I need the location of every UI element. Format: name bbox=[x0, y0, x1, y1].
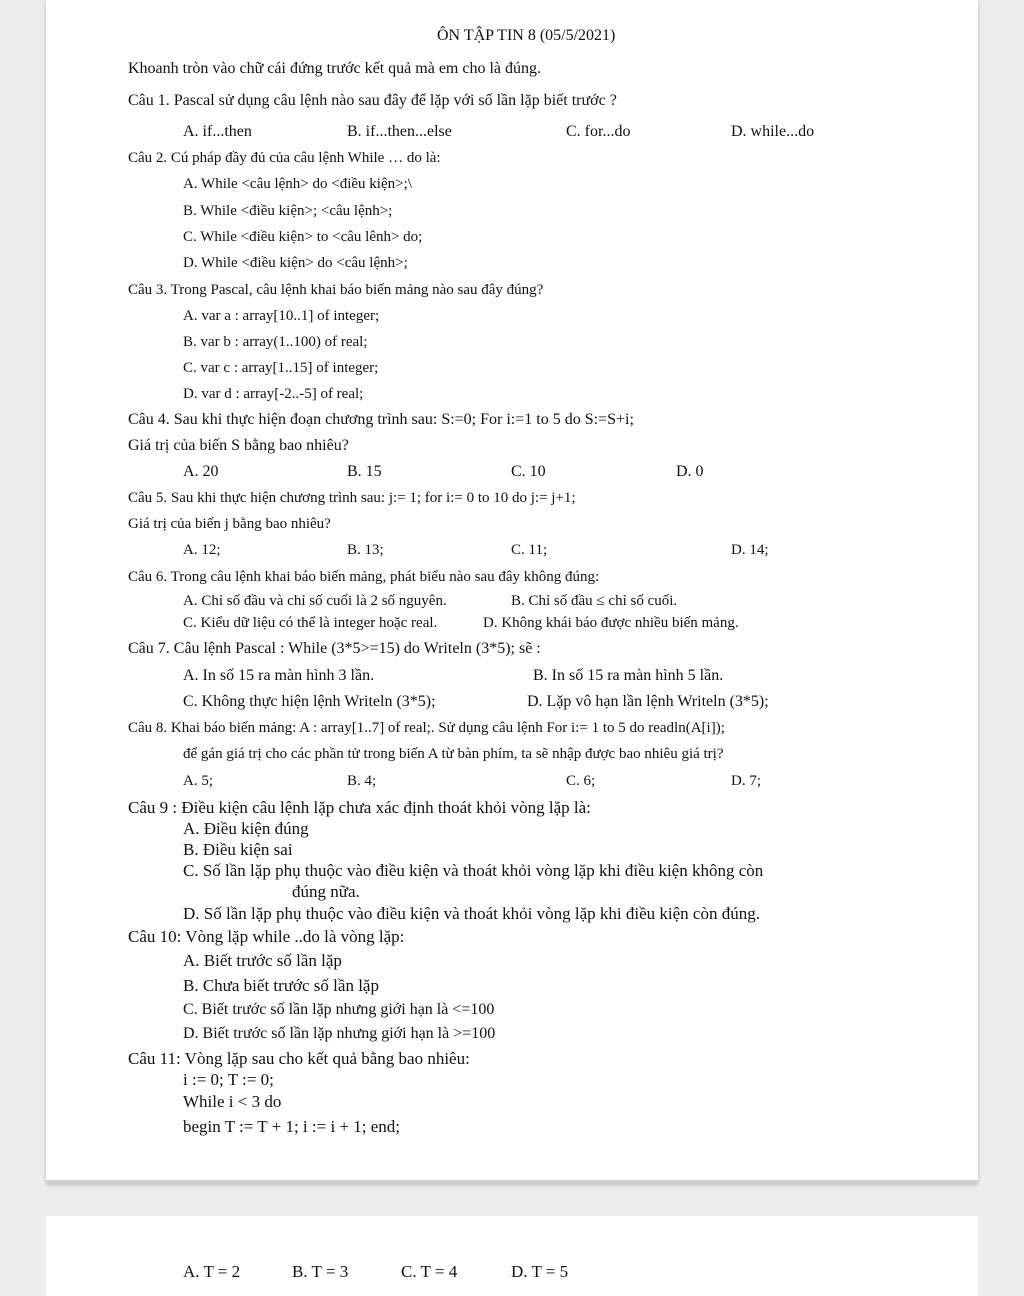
q11-option-d: D. T = 5 bbox=[511, 1262, 569, 1281]
q2-option-a: A. While <câu lệnh> do <điều kiện>;\ bbox=[183, 176, 412, 192]
q9-option-d: D. Số lần lặp phụ thuộc vào điều kiện và thoát khỏi vòng lặp khi điều kiện còn đúng. bbox=[183, 904, 760, 923]
q4-option-c: C. 10 bbox=[511, 463, 546, 480]
q9-option-c-cont: đúng nữa. bbox=[292, 882, 360, 901]
q10-option-b: B. Chưa biết trước số lần lặp bbox=[183, 976, 379, 995]
q8-option-c: C. 6; bbox=[566, 773, 596, 789]
instruction: Khoanh tròn vào chữ cái đứng trước kết quả mà em cho là đúng. bbox=[128, 60, 542, 77]
q11-code-line-1: i := 0; T := 0; bbox=[183, 1070, 274, 1089]
q3-option-d: D. var d : array[-2..-5] of real; bbox=[183, 386, 364, 402]
q11-option-a: A. T = 2 bbox=[183, 1262, 241, 1281]
question-5: Câu 5. Sau khi thực hiện chương trình sau: j:= 1; for i:= 0 to 10 do j:= j+1; bbox=[128, 490, 576, 506]
q3-option-b: B. var b : array(1..100) of real; bbox=[183, 334, 368, 350]
document-page-2 bbox=[46, 1216, 978, 1296]
q4-option-d: D. 0 bbox=[676, 463, 704, 480]
question-4-line-2: Giá trị của biến S bằng bao nhiêu? bbox=[128, 437, 349, 454]
q2-option-b: B. While <điều kiện>; <câu lệnh>; bbox=[183, 203, 393, 219]
page-title: ÔN TẬP TIN 8 (05/5/2021) bbox=[437, 27, 616, 44]
question-5-line-2: Giá trị của biến j bằng bao nhiêu? bbox=[128, 516, 331, 532]
q10-option-a: A. Biết trước số lần lặp bbox=[183, 951, 342, 970]
q7-option-d: D. Lặp vô hạn lần lệnh Writeln (3*5); bbox=[527, 693, 769, 710]
q7-option-a: A. In số 15 ra màn hình 3 lần. bbox=[183, 667, 375, 684]
q6-option-c: C. Kiểu dữ liệu có thể là integer hoặc real. bbox=[183, 615, 438, 631]
q11-code-line-3: begin T := T + 1; i := i + 1; end; bbox=[183, 1117, 401, 1136]
question-8: Câu 8. Khai báo biến mảng: A : array[1..7] of real;. Sử dụng câu lệnh For i:= 1 to 5 do readln(A[i]); bbox=[128, 720, 725, 736]
q1-option-d: D. while...do bbox=[731, 123, 815, 140]
q9-option-c: C. Số lần lặp phụ thuộc vào điều kiện và thoát khỏi vòng lặp khi điều kiện không còn bbox=[183, 861, 764, 880]
q5-option-b: B. 13; bbox=[347, 542, 384, 558]
question-7: Câu 7. Câu lệnh Pascal : While (3*5>=15) do Writeln (3*5); sẽ : bbox=[128, 640, 541, 657]
q5-option-a: A. 12; bbox=[183, 542, 221, 558]
q7-option-b: B. In số 15 ra màn hình 5 lần. bbox=[533, 667, 724, 684]
q1-option-c: C. for...do bbox=[566, 123, 631, 140]
q4-option-b: B. 15 bbox=[347, 463, 382, 480]
q9-option-b: B. Điều kiện sai bbox=[183, 840, 293, 859]
question-11: Câu 11: Vòng lặp sau cho kết quả bằng bao nhiêu: bbox=[128, 1049, 470, 1068]
q8-option-b: B. 4; bbox=[347, 773, 377, 789]
q8-option-a: A. 5; bbox=[183, 773, 213, 789]
q4-option-a: A. 20 bbox=[183, 463, 219, 480]
q10-option-d: D. Biết trước số lần lặp nhưng giới hạn là >=100 bbox=[183, 1025, 496, 1042]
q8-option-d: D. 7; bbox=[731, 773, 761, 789]
q9-option-a: A. Điều kiện đúng bbox=[183, 819, 309, 838]
question-3: Câu 3. Trong Pascal, câu lệnh khai báo biến mảng nào sau đây đúng? bbox=[128, 282, 544, 298]
question-4: Câu 4. Sau khi thực hiện đoạn chương trình sau: S:=0; For i:=1 to 5 do S:=S+i; bbox=[128, 411, 634, 428]
question-1: Câu 1. Pascal sử dụng câu lệnh nào sau đây để lặp với số lần lặp biết trước ? bbox=[128, 92, 617, 109]
q6-option-d: D. Không khái báo được nhiều biến mảng. bbox=[483, 615, 739, 631]
q11-code-line-2: While i < 3 do bbox=[183, 1092, 282, 1111]
q11-option-b: B. T = 3 bbox=[292, 1262, 349, 1281]
question-8-line-2: để gán giá trị cho các phần tử trong biến A từ bàn phím, ta sẽ nhập được bao nhiêu giá trị? bbox=[183, 746, 724, 762]
q2-option-c: C. While <điều kiện> to <câu lênh> do; bbox=[183, 229, 423, 245]
q6-option-b: B. Chỉ số đầu ≤ chỉ số cuối. bbox=[511, 593, 678, 609]
q1-option-a: A. if...then bbox=[183, 123, 252, 140]
q1-option-b: B. if...then...else bbox=[347, 123, 452, 140]
q2-option-d: D. While <điều kiện> do <câu lệnh>; bbox=[183, 255, 408, 271]
question-6: Câu 6. Trong câu lệnh khai báo biến mảng, phát biểu nào sau đây không đúng: bbox=[128, 569, 600, 585]
q3-option-a: A. var a : array[10..1] of integer; bbox=[183, 308, 380, 324]
question-9: Câu 9 : Điều kiện câu lệnh lặp chưa xác định thoát khỏi vòng lặp là: bbox=[128, 798, 591, 817]
q11-option-c: C. T = 4 bbox=[401, 1262, 458, 1281]
q7-option-c: C. Không thực hiện lệnh Writeln (3*5); bbox=[183, 693, 436, 710]
q10-option-c: C. Biết trước số lần lặp nhưng giới hạn là <=100 bbox=[183, 1001, 495, 1018]
question-2: Câu 2. Cú pháp đầy đủ của câu lệnh While … do là: bbox=[128, 150, 441, 166]
q3-option-c: C. var c : array[1..15] of integer; bbox=[183, 360, 379, 376]
q6-option-a: A. Chỉ số đầu và chỉ số cuối là 2 số nguyên. bbox=[183, 593, 447, 609]
q5-option-d: D. 14; bbox=[731, 542, 769, 558]
q5-option-c: C. 11; bbox=[511, 542, 548, 558]
question-10: Câu 10: Vòng lặp while ..do là vòng lặp: bbox=[128, 927, 405, 946]
